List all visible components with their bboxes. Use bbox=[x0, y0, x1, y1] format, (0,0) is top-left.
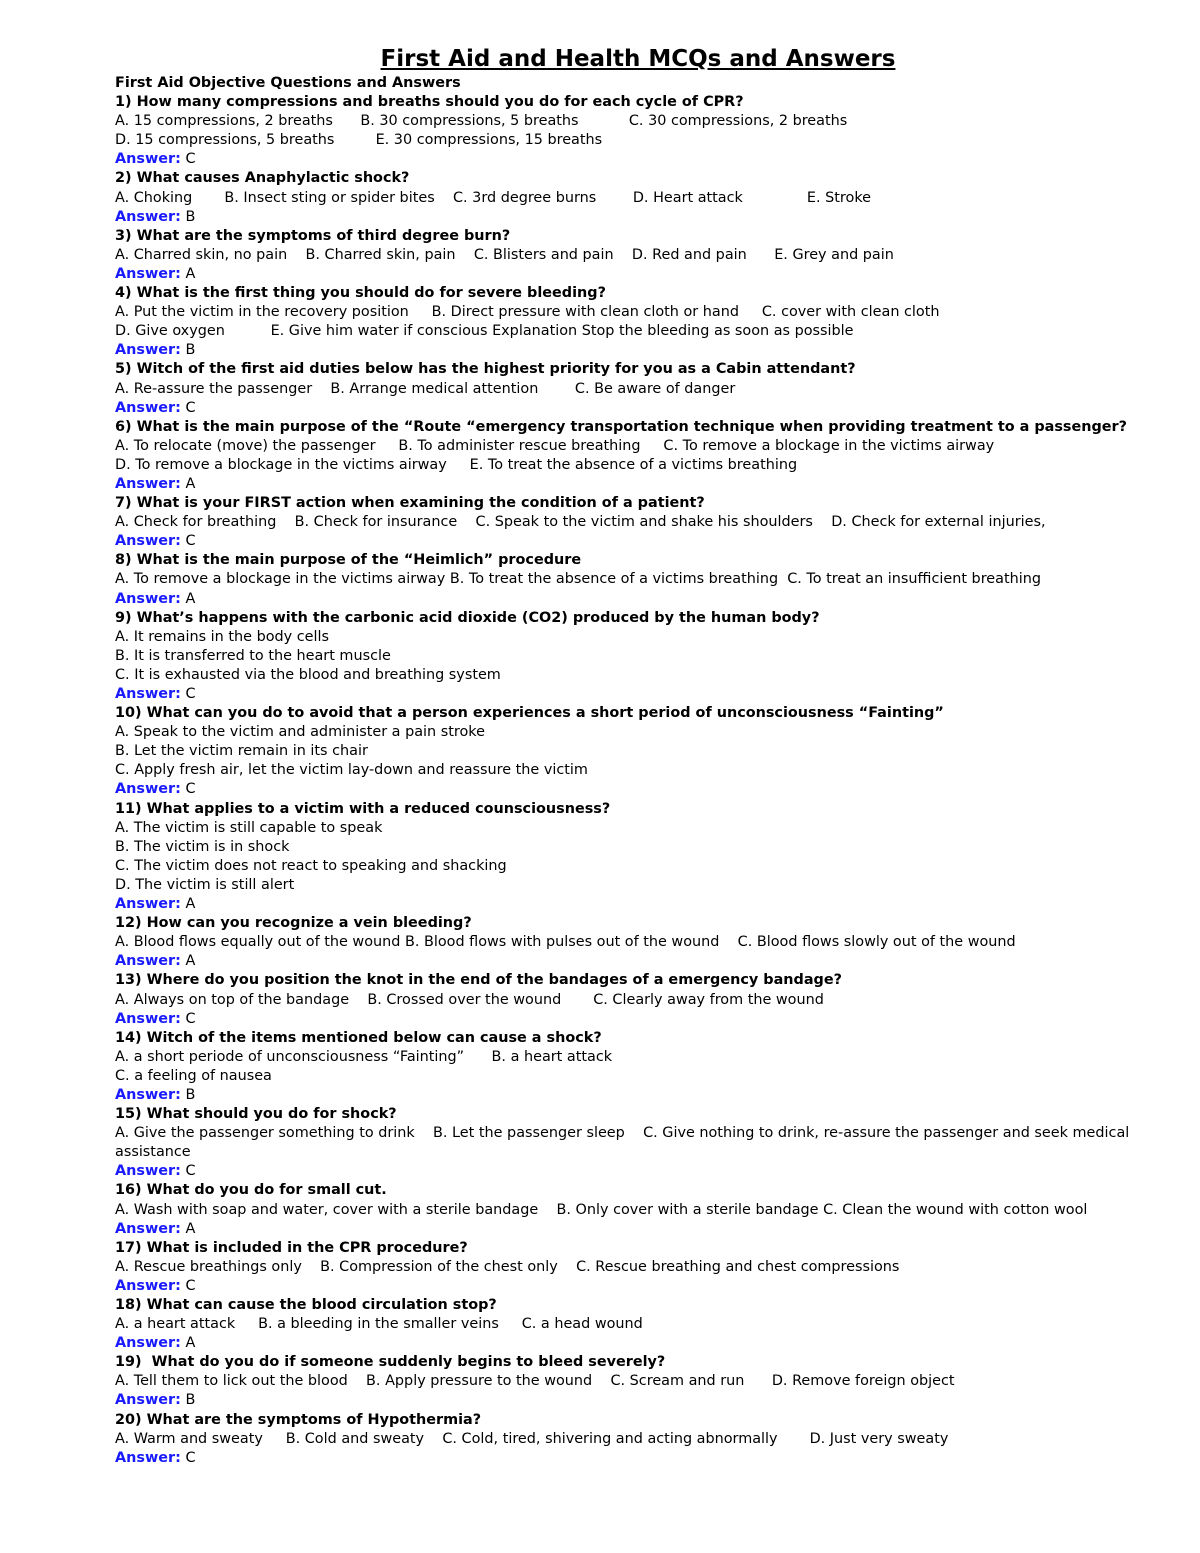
question-text: 18) What can cause the blood circulation stop? bbox=[115, 1297, 497, 1313]
answer-value: B bbox=[185, 342, 196, 359]
answer-line bbox=[115, 1449, 1165, 1468]
answer-label: Answer: bbox=[115, 686, 181, 702]
answer-label: Answer: bbox=[115, 1277, 181, 1294]
answer-value: B bbox=[185, 1392, 196, 1409]
answer-label: Answer: bbox=[115, 1392, 181, 1409]
answer-line bbox=[115, 475, 1165, 494]
question-text: 17) What is included in the CPR procedure? bbox=[115, 1239, 468, 1256]
option-line: D. Give oxygen E. Give him water if conscious Explanation Stop the bleeding as soon as possible bbox=[115, 323, 854, 340]
option-line: B. It is transferred to the heart muscle bbox=[115, 647, 391, 664]
option-line: C. a feeling of nausea bbox=[115, 1067, 272, 1084]
question-text: 2) What causes Anaphylactic shock? bbox=[115, 170, 410, 187]
question-block bbox=[115, 360, 1165, 417]
answer-value: C bbox=[185, 1277, 196, 1294]
answer-label: Answer: bbox=[115, 1449, 181, 1466]
question-text: 3) What are the symptoms of third degree burn? bbox=[115, 227, 511, 244]
question-text: 14) Witch of the items mentioned below can cause a shock? bbox=[115, 1029, 602, 1046]
question-block bbox=[115, 914, 1165, 971]
option-line: D. To remove a blockage in the victims airway E. To treat the absence of a victims breathing bbox=[115, 456, 798, 473]
question-text: 12) How can you recognize a vein bleeding? bbox=[115, 915, 472, 932]
answer-label: Answer: bbox=[115, 1010, 181, 1027]
option-line: A. Choking B. Insect sting or spider bites C. 3rd degree burns D. Heart attack E. Stroke bbox=[115, 189, 872, 206]
question-text: 5) Witch of the first aid duties below has the highest priority for you as a Cabin attendant? bbox=[115, 361, 856, 378]
question-block bbox=[115, 1181, 1165, 1238]
option-line: A. Tell them to lick out the blood B. Apply pressure to the wound C. Scream and run D. Remove foreign object bbox=[115, 1373, 955, 1390]
answer-line bbox=[115, 952, 1165, 971]
answer-label: Answer: bbox=[115, 475, 181, 492]
answer-label: Answer: bbox=[115, 342, 181, 359]
answer-line bbox=[115, 532, 1165, 551]
answer-value: B bbox=[185, 208, 196, 225]
question-block bbox=[115, 1353, 1165, 1410]
answer-label: Answer: bbox=[115, 1335, 181, 1352]
option-line: A. a short periode of unconsciousness “Fainting” B. a heart attack bbox=[115, 1048, 613, 1065]
answer-label: Answer: bbox=[115, 590, 181, 607]
question-block bbox=[115, 609, 1165, 704]
answer-line bbox=[115, 1010, 1165, 1029]
answer-label: Answer: bbox=[115, 781, 181, 798]
question-text: 8) What is the main purpose of the “Heimlich” procedure bbox=[115, 552, 582, 569]
question-block bbox=[115, 551, 1165, 608]
option-line: A. To remove a blockage in the victims airway B. To treat the absence of a victims breathing C. To treat an insufficient breathing bbox=[115, 571, 1041, 588]
question-text: 11) What applies to a victim with a reduced counsciousness? bbox=[115, 800, 611, 817]
question-block bbox=[115, 704, 1165, 799]
question-block bbox=[115, 800, 1165, 915]
answer-line bbox=[115, 341, 1165, 360]
question-text: 19) What do you do if someone suddenly begins to bleed severely? bbox=[115, 1354, 666, 1371]
option-line: A. Re-assure the passenger B. Arrange medical attention C. Be aware of danger bbox=[115, 380, 736, 397]
option-line: A. Give the passenger something to drink B. Let the passenger sleep C. Give nothing to drink, re-assure the passenger and seek medical assistance bbox=[115, 1125, 1134, 1161]
answer-value: C bbox=[185, 399, 196, 416]
answer-label: Answer: bbox=[115, 1220, 181, 1237]
answer-value: C bbox=[185, 781, 196, 798]
answer-label: Answer: bbox=[115, 896, 181, 913]
answer-value: A bbox=[185, 1220, 196, 1237]
answer-line bbox=[115, 895, 1165, 914]
question-text: 4) What is the first thing you should do for severe bleeding? bbox=[115, 285, 606, 302]
answer-value: C bbox=[185, 1163, 196, 1180]
question-text: 10) What can you do to avoid that a person experiences a short period of unconsciousness “Fainting” bbox=[115, 705, 944, 722]
answer-value: C bbox=[185, 1010, 196, 1027]
answer-label: Answer: bbox=[115, 533, 181, 550]
option-line: A. Wash with soap and water, cover with a sterile bandage B. Only cover with a sterile bandage C. Clean the wound with cotton wool bbox=[115, 1201, 1088, 1218]
answer-value: C bbox=[185, 1449, 196, 1466]
answer-line bbox=[115, 208, 1165, 227]
question-list bbox=[115, 93, 1165, 1468]
option-line: A. Always on top of the bandage B. Crossed over the wound C. Clearly away from the wound bbox=[115, 991, 824, 1008]
document-content bbox=[115, 74, 1165, 1468]
answer-label: Answer: bbox=[115, 399, 181, 416]
answer-label: Answer: bbox=[115, 1163, 181, 1180]
answer-label: Answer: bbox=[115, 953, 181, 970]
question-text: 13) Where do you position the knot in the end of the bandages of a emergency bandage? bbox=[115, 972, 842, 989]
option-line: D. The victim is still alert bbox=[115, 876, 295, 893]
option-line: C. It is exhausted via the blood and breathing system bbox=[115, 666, 501, 683]
answer-value: B bbox=[185, 1086, 196, 1103]
answer-value: A bbox=[185, 590, 196, 607]
option-line: C. Apply fresh air, let the victim lay-down and reassure the victim bbox=[115, 762, 588, 779]
option-line: A. Charred skin, no pain B. Charred skin, pain C. Blisters and pain D. Red and pain E. Grey and pain bbox=[115, 246, 894, 263]
question-block bbox=[115, 1296, 1165, 1353]
answer-line bbox=[115, 1220, 1165, 1239]
question-text: 9) What’s happens with the carbonic acid dioxide (CO2) produced by the human body? bbox=[115, 609, 820, 626]
answer-line bbox=[115, 685, 1165, 704]
question-block bbox=[115, 1105, 1165, 1181]
option-line: A. Speak to the victim and administer a pain stroke bbox=[115, 724, 485, 741]
answer-line bbox=[115, 1391, 1165, 1410]
answer-label: Answer: bbox=[115, 265, 181, 282]
question-block bbox=[115, 93, 1165, 169]
option-line: D. 15 compressions, 5 breaths E. 30 compressions, 15 breaths bbox=[115, 132, 603, 149]
option-line: A. The victim is still capable to speak bbox=[115, 819, 383, 836]
answer-line bbox=[115, 399, 1165, 418]
question-block bbox=[115, 494, 1165, 551]
answer-line bbox=[115, 1277, 1165, 1296]
answer-line bbox=[115, 780, 1165, 799]
question-block bbox=[115, 971, 1165, 1028]
question-block bbox=[115, 1029, 1165, 1105]
subtitle: First Aid Objective Questions and Answers bbox=[115, 75, 461, 91]
question-block bbox=[115, 418, 1165, 494]
option-line: A. a heart attack B. a bleeding in the smaller veins C. a head wound bbox=[115, 1316, 643, 1333]
answer-label: Answer: bbox=[115, 208, 181, 225]
option-line: C. The victim does not react to speaking and shacking bbox=[115, 857, 507, 874]
question-text: 7) What is your FIRST action when examining the condition of a patient? bbox=[115, 495, 705, 512]
answer-value: C bbox=[185, 533, 196, 550]
question-block bbox=[115, 227, 1165, 284]
option-line: A. Blood flows equally out of the wound B. Blood flows with pulses out of the wound C. Blood flows slowly out of the wound bbox=[115, 934, 1016, 951]
answer-line bbox=[115, 150, 1165, 169]
question-block bbox=[115, 1239, 1165, 1296]
option-line: B. Let the victim remain in its chair bbox=[115, 743, 368, 760]
option-line: A. Warm and sweaty B. Cold and sweaty C. Cold, tired, shivering and acting abnormally D. Just very sweaty bbox=[115, 1430, 949, 1447]
answer-value: A bbox=[185, 265, 196, 282]
answer-value: C bbox=[185, 151, 196, 168]
question-block bbox=[115, 284, 1165, 360]
option-line: A. Check for breathing B. Check for insurance C. Speak to the victim and shake his shoulders D. Check for external injuries, bbox=[115, 514, 1046, 531]
answer-value: A bbox=[185, 953, 196, 970]
question-text: 20) What are the symptoms of Hypothermia? bbox=[115, 1411, 482, 1428]
answer-value: A bbox=[185, 896, 196, 913]
question-text: 1) How many compressions and breaths should you do for each cycle of CPR? bbox=[115, 94, 744, 111]
option-line: A. It remains in the body cells bbox=[115, 628, 329, 645]
answer-line bbox=[115, 590, 1165, 609]
option-line: A. Rescue breathings only B. Compression of the chest only C. Rescue breathing and chest compressions bbox=[115, 1258, 900, 1275]
option-line: A. Put the victim in the recovery position B. Direct pressure with clean cloth or hand C. cover with clean cloth bbox=[115, 304, 940, 321]
answer-line bbox=[115, 1334, 1165, 1353]
question-block bbox=[115, 1411, 1165, 1468]
answer-label: Answer: bbox=[115, 151, 181, 168]
question-text: 16) What do you do for small cut. bbox=[115, 1182, 387, 1199]
answer-value: A bbox=[185, 475, 196, 492]
answer-line bbox=[115, 265, 1165, 284]
answer-line bbox=[115, 1162, 1165, 1181]
question-block bbox=[115, 169, 1165, 226]
question-text: 15) What should you do for shock? bbox=[115, 1106, 397, 1123]
option-line: A. To relocate (move) the passenger B. To administer rescue breathing C. To remove a blockage in the victims airway bbox=[115, 437, 995, 454]
page-title: First Aid and Health MCQs and Answers bbox=[380, 46, 896, 72]
answer-value: C bbox=[185, 686, 196, 702]
option-line: A. 15 compressions, 2 breaths B. 30 compressions, 5 breaths C. 30 compressions, 2 breaths bbox=[115, 113, 848, 130]
answer-label: Answer: bbox=[115, 1086, 181, 1103]
question-text: 6) What is the main purpose of the “Route “emergency transportation technique when providing treatment to a passenger? bbox=[115, 418, 1127, 435]
answer-value: A bbox=[185, 1335, 196, 1352]
option-line: B. The victim is in shock bbox=[115, 838, 290, 855]
answer-line bbox=[115, 1086, 1165, 1105]
